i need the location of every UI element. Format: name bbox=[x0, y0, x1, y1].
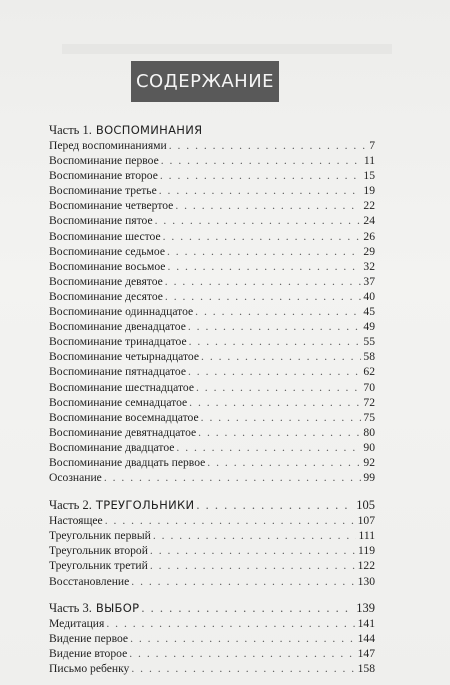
entry-page-number: 119 bbox=[358, 544, 375, 558]
leader-dots bbox=[201, 410, 362, 425]
table-of-contents bbox=[49, 122, 375, 676]
part-name: ТРЕУГОЛЬНИКИ bbox=[95, 498, 195, 513]
entry-title: Воспоминание шестое bbox=[49, 229, 161, 243]
entry-page-number: 141 bbox=[357, 616, 375, 630]
entry-page-number: 24 bbox=[363, 214, 375, 228]
entry-title: Воспоминание девятнадцатое bbox=[49, 425, 197, 439]
entry-title: Перед воспоминаниями bbox=[49, 139, 167, 152]
entry-title: Воспоминание двадцать первое bbox=[49, 455, 206, 469]
leader-dots bbox=[104, 470, 362, 485]
toc-entry[interactable] bbox=[49, 455, 375, 470]
entry-title: Воспоминание десятое bbox=[49, 289, 163, 303]
entry-page-number: 122 bbox=[357, 559, 375, 573]
leader-dots bbox=[130, 631, 356, 646]
toc-entry[interactable] bbox=[49, 138, 375, 153]
entry-page-number: 37 bbox=[363, 274, 375, 288]
entry-title: Воспоминание восьмое bbox=[49, 259, 166, 273]
leader-dots bbox=[169, 138, 368, 153]
entry-page-number: 72 bbox=[363, 395, 375, 409]
toc-entry[interactable] bbox=[49, 616, 375, 631]
toc-entry[interactable] bbox=[49, 364, 375, 379]
entry-title: Настоящее bbox=[49, 514, 103, 528]
leader-dots bbox=[131, 661, 355, 676]
entry-title: Воспоминание второе bbox=[49, 169, 158, 183]
toc-entry[interactable] bbox=[49, 213, 375, 228]
part-heading[interactable] bbox=[49, 497, 375, 513]
contents-heading: СОДЕРЖАНИЕ bbox=[135, 71, 275, 92]
entry-page-number: 22 bbox=[363, 199, 375, 213]
leader-dots bbox=[150, 558, 356, 573]
toc-entry[interactable] bbox=[49, 574, 375, 589]
bleed-through-text bbox=[62, 44, 392, 54]
part-name: ВОСПОМИНАНИЯ bbox=[95, 123, 203, 137]
entry-title: Осознание bbox=[49, 471, 102, 485]
leader-dots bbox=[159, 183, 362, 198]
entry-page-number: 62 bbox=[363, 365, 375, 379]
leader-dots bbox=[163, 229, 362, 244]
part-number: Часть 3. bbox=[49, 600, 92, 615]
toc-entry[interactable] bbox=[49, 229, 375, 244]
toc-entry[interactable] bbox=[49, 646, 375, 661]
entry-title: Воспоминание двадцатое bbox=[49, 440, 175, 454]
leader-dots bbox=[150, 543, 356, 558]
entry-page-number: 130 bbox=[357, 574, 375, 588]
toc-entry[interactable] bbox=[49, 319, 375, 334]
entry-page-number: 45 bbox=[363, 305, 375, 319]
entry-title: Воспоминание четырнадцатое bbox=[49, 350, 200, 364]
toc-entry[interactable] bbox=[49, 198, 375, 213]
leader-dots bbox=[195, 304, 361, 319]
toc-entry[interactable] bbox=[49, 513, 375, 528]
leader-dots bbox=[207, 455, 361, 470]
entry-page-number: 55 bbox=[363, 335, 375, 349]
part-page-number: 139 bbox=[356, 600, 375, 615]
toc-entry[interactable] bbox=[49, 440, 375, 455]
toc-entry[interactable] bbox=[49, 631, 375, 646]
part-page-number: 105 bbox=[356, 498, 375, 513]
toc-entry[interactable] bbox=[49, 558, 375, 573]
leader-dots bbox=[198, 425, 361, 440]
leader-dots bbox=[165, 274, 362, 289]
part-number: Часть 2. bbox=[49, 498, 92, 513]
leader-dots bbox=[131, 574, 355, 589]
part-heading[interactable] bbox=[49, 600, 375, 616]
toc-entry[interactable] bbox=[49, 425, 375, 440]
entry-page-number: 99 bbox=[363, 471, 375, 485]
entry-title: Воспоминание одиннадцатое bbox=[49, 305, 194, 319]
toc-entry[interactable] bbox=[49, 349, 375, 364]
entry-title: Воспоминание двенадцатое bbox=[49, 320, 186, 334]
leader-dots bbox=[196, 380, 361, 395]
leader-dots bbox=[161, 153, 362, 168]
entry-title: Треугольник первый bbox=[49, 529, 151, 543]
leader-dots bbox=[196, 497, 354, 513]
leader-dots bbox=[189, 334, 362, 349]
leader-dots bbox=[201, 349, 361, 364]
entry-title: Воспоминание пятое bbox=[49, 214, 153, 228]
entry-title: Воспоминание семнадцатое bbox=[49, 395, 188, 409]
toc-entry[interactable] bbox=[49, 244, 375, 259]
entry-page-number: 49 bbox=[363, 320, 375, 334]
entry-page-number: 147 bbox=[357, 646, 375, 660]
leader-dots bbox=[129, 646, 355, 661]
section-gap bbox=[49, 589, 375, 600]
toc-entry[interactable] bbox=[49, 289, 375, 304]
entry-page-number: 90 bbox=[363, 440, 375, 454]
toc-entry[interactable] bbox=[49, 395, 375, 410]
part-heading[interactable] bbox=[49, 122, 375, 138]
entry-title: Воспоминание шестнадцатое bbox=[49, 380, 194, 394]
toc-entry[interactable] bbox=[49, 410, 375, 425]
leader-dots bbox=[141, 600, 354, 616]
entry-page-number: 144 bbox=[357, 631, 375, 645]
entry-page-number: 58 bbox=[363, 350, 375, 364]
entry-title: Медитация bbox=[49, 616, 105, 630]
entry-title: Воспоминание тринадцатое bbox=[49, 335, 187, 349]
entry-title: Воспоминание седьмое bbox=[49, 244, 165, 258]
entry-page-number: 40 bbox=[363, 289, 375, 303]
entry-title: Воспоминание пятнадцатое bbox=[49, 365, 186, 379]
toc-entry[interactable] bbox=[49, 661, 375, 676]
entry-title: Письмо ребенку bbox=[49, 661, 130, 675]
entry-page-number: 111 bbox=[358, 529, 375, 543]
entry-page-number: 158 bbox=[357, 661, 375, 675]
entry-page-number: 15 bbox=[363, 169, 375, 183]
entry-page-number: 26 bbox=[363, 229, 375, 243]
entry-page-number: 80 bbox=[363, 425, 375, 439]
leader-dots bbox=[188, 319, 362, 334]
leader-dots bbox=[189, 395, 361, 410]
toc-entry[interactable] bbox=[49, 304, 375, 319]
toc-entry[interactable] bbox=[49, 153, 375, 168]
entry-title: Воспоминание четвертое bbox=[49, 199, 174, 213]
entry-page-number: 107 bbox=[357, 514, 375, 528]
toc-entry[interactable] bbox=[49, 380, 375, 395]
leader-dots bbox=[188, 364, 361, 379]
entry-title: Треугольник третий bbox=[49, 559, 148, 573]
entry-page-number: 7 bbox=[369, 139, 375, 152]
leader-dots bbox=[167, 244, 361, 259]
leader-dots bbox=[105, 513, 356, 528]
toc-entry[interactable] bbox=[49, 528, 375, 543]
toc-entry[interactable] bbox=[49, 168, 375, 183]
leader-dots bbox=[165, 289, 362, 304]
entry-title: Восстановление bbox=[49, 574, 130, 588]
entry-title: Воспоминание девятое bbox=[49, 274, 163, 288]
entry-page-number: 19 bbox=[363, 184, 375, 198]
leader-dots bbox=[175, 198, 361, 213]
entry-page-number: 32 bbox=[363, 259, 375, 273]
entry-title: Треугольник второй bbox=[49, 544, 148, 558]
entry-title: Воспоминание восемнадцатое bbox=[49, 410, 199, 424]
leader-dots bbox=[176, 440, 361, 455]
toc-entry[interactable] bbox=[49, 259, 375, 274]
entry-title: Видение первое bbox=[49, 631, 129, 645]
toc-entry[interactable] bbox=[49, 334, 375, 349]
part-name: ВЫБОР bbox=[95, 600, 140, 615]
part-number: Часть 1. bbox=[49, 123, 92, 137]
leader-dots bbox=[153, 528, 357, 543]
leader-dots bbox=[155, 213, 362, 228]
toc-entry[interactable] bbox=[49, 543, 375, 558]
entry-page-number: 70 bbox=[363, 380, 375, 394]
toc-entry[interactable] bbox=[49, 470, 375, 485]
entry-title: Видение второе bbox=[49, 646, 128, 660]
leader-dots bbox=[160, 168, 362, 183]
entry-page-number: 92 bbox=[363, 455, 375, 469]
toc-entry[interactable] bbox=[49, 274, 375, 289]
entry-page-number: 11 bbox=[363, 154, 375, 168]
leader-dots bbox=[106, 616, 355, 631]
entry-page-number: 29 bbox=[363, 244, 375, 258]
entry-page-number: 75 bbox=[363, 410, 375, 424]
toc-entry[interactable] bbox=[49, 183, 375, 198]
entry-title: Воспоминание первое bbox=[49, 154, 159, 168]
section-gap bbox=[49, 485, 375, 497]
leader-dots bbox=[167, 259, 361, 274]
contents-heading-box bbox=[131, 61, 279, 102]
entry-title: Воспоминание третье bbox=[49, 184, 157, 198]
